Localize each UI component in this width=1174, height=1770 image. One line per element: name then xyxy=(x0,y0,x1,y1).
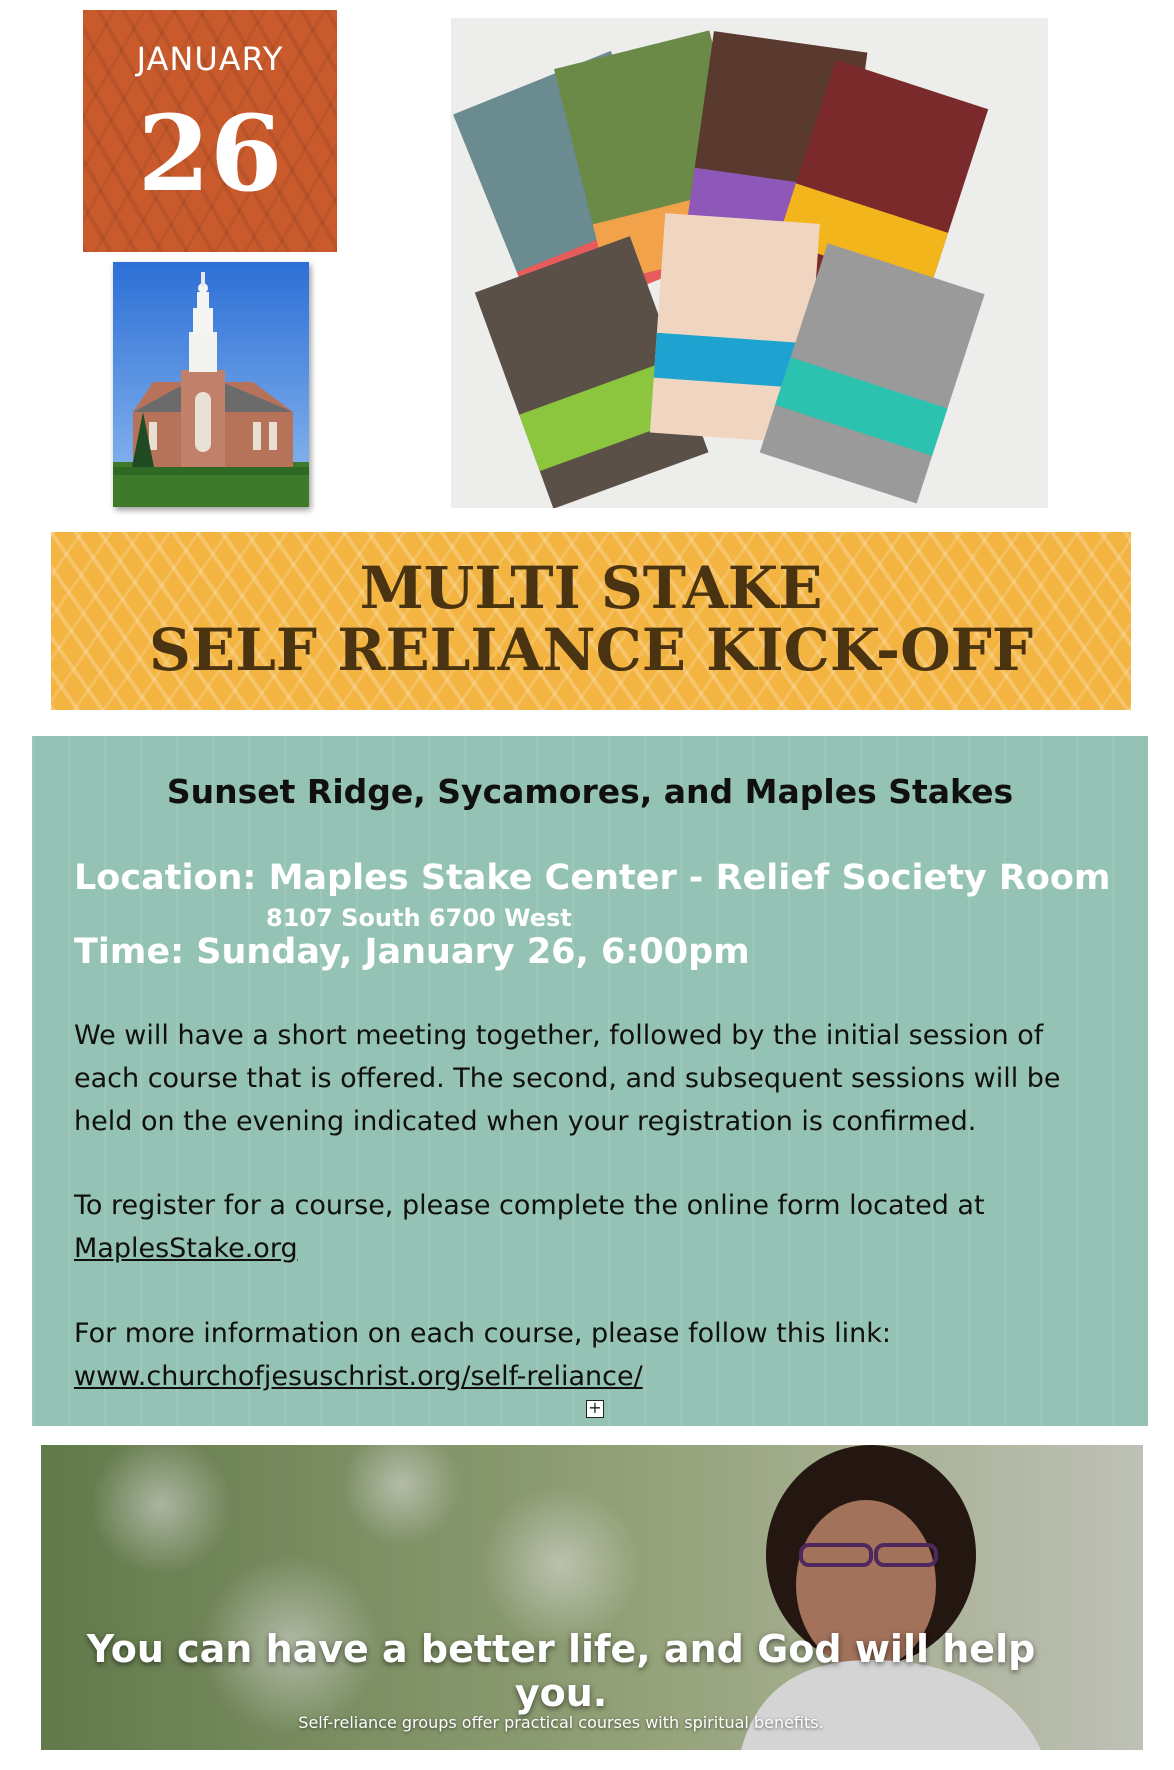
banner-subtagline: Self-reliance groups offer practical courses with spiritual benefits. xyxy=(298,1713,824,1732)
info-panel xyxy=(32,736,1148,1426)
date-badge xyxy=(83,10,337,252)
time-line: Time: Sunday, January 26, 6:00pm xyxy=(74,932,750,972)
intro-paragraph: We will have a short meeting together, followed by the initial session of each course that is offered. The second, and subsequent sessions will be held on the evening indicated when your registration is confirmed. xyxy=(74,1020,1061,1137)
bottom-banner xyxy=(41,1445,1143,1750)
more-info-text: For more information on each course, please follow this link: xyxy=(74,1318,892,1349)
title-line-2: SELF RELIANCE KICK-OFF xyxy=(149,616,1033,684)
more-info-paragraph xyxy=(74,1312,1114,1398)
title-line-1: MULTI STAKE xyxy=(359,554,823,622)
address-line: 8107 South 6700 West xyxy=(266,904,572,932)
register-paragraph xyxy=(74,1184,1114,1270)
stakes-heading: Sunset Ridge, Sycamores, and Maples Stakes xyxy=(166,772,1014,811)
manuals-illustration xyxy=(451,18,1048,508)
date-day: 26 xyxy=(137,92,283,215)
manuals-photo xyxy=(451,18,1048,508)
title-banner xyxy=(51,532,1131,710)
self-reliance-link[interactable]: www.churchofjesuschrist.org/self-reliance/ xyxy=(74,1361,643,1392)
church-photo xyxy=(113,262,309,507)
plus-icon[interactable]: + xyxy=(586,1400,604,1418)
maples-stake-link[interactable]: MaplesStake.org xyxy=(74,1233,298,1264)
register-text: To register for a course, please complete the online form located at xyxy=(74,1190,985,1221)
date-month: JANUARY xyxy=(136,40,284,78)
location-line: Location: Maples Stake Center - Relief Society Room xyxy=(74,858,1111,898)
banner-tagline: You can have a better life, and God will help you. xyxy=(86,1627,1036,1715)
church-illustration xyxy=(113,262,309,507)
